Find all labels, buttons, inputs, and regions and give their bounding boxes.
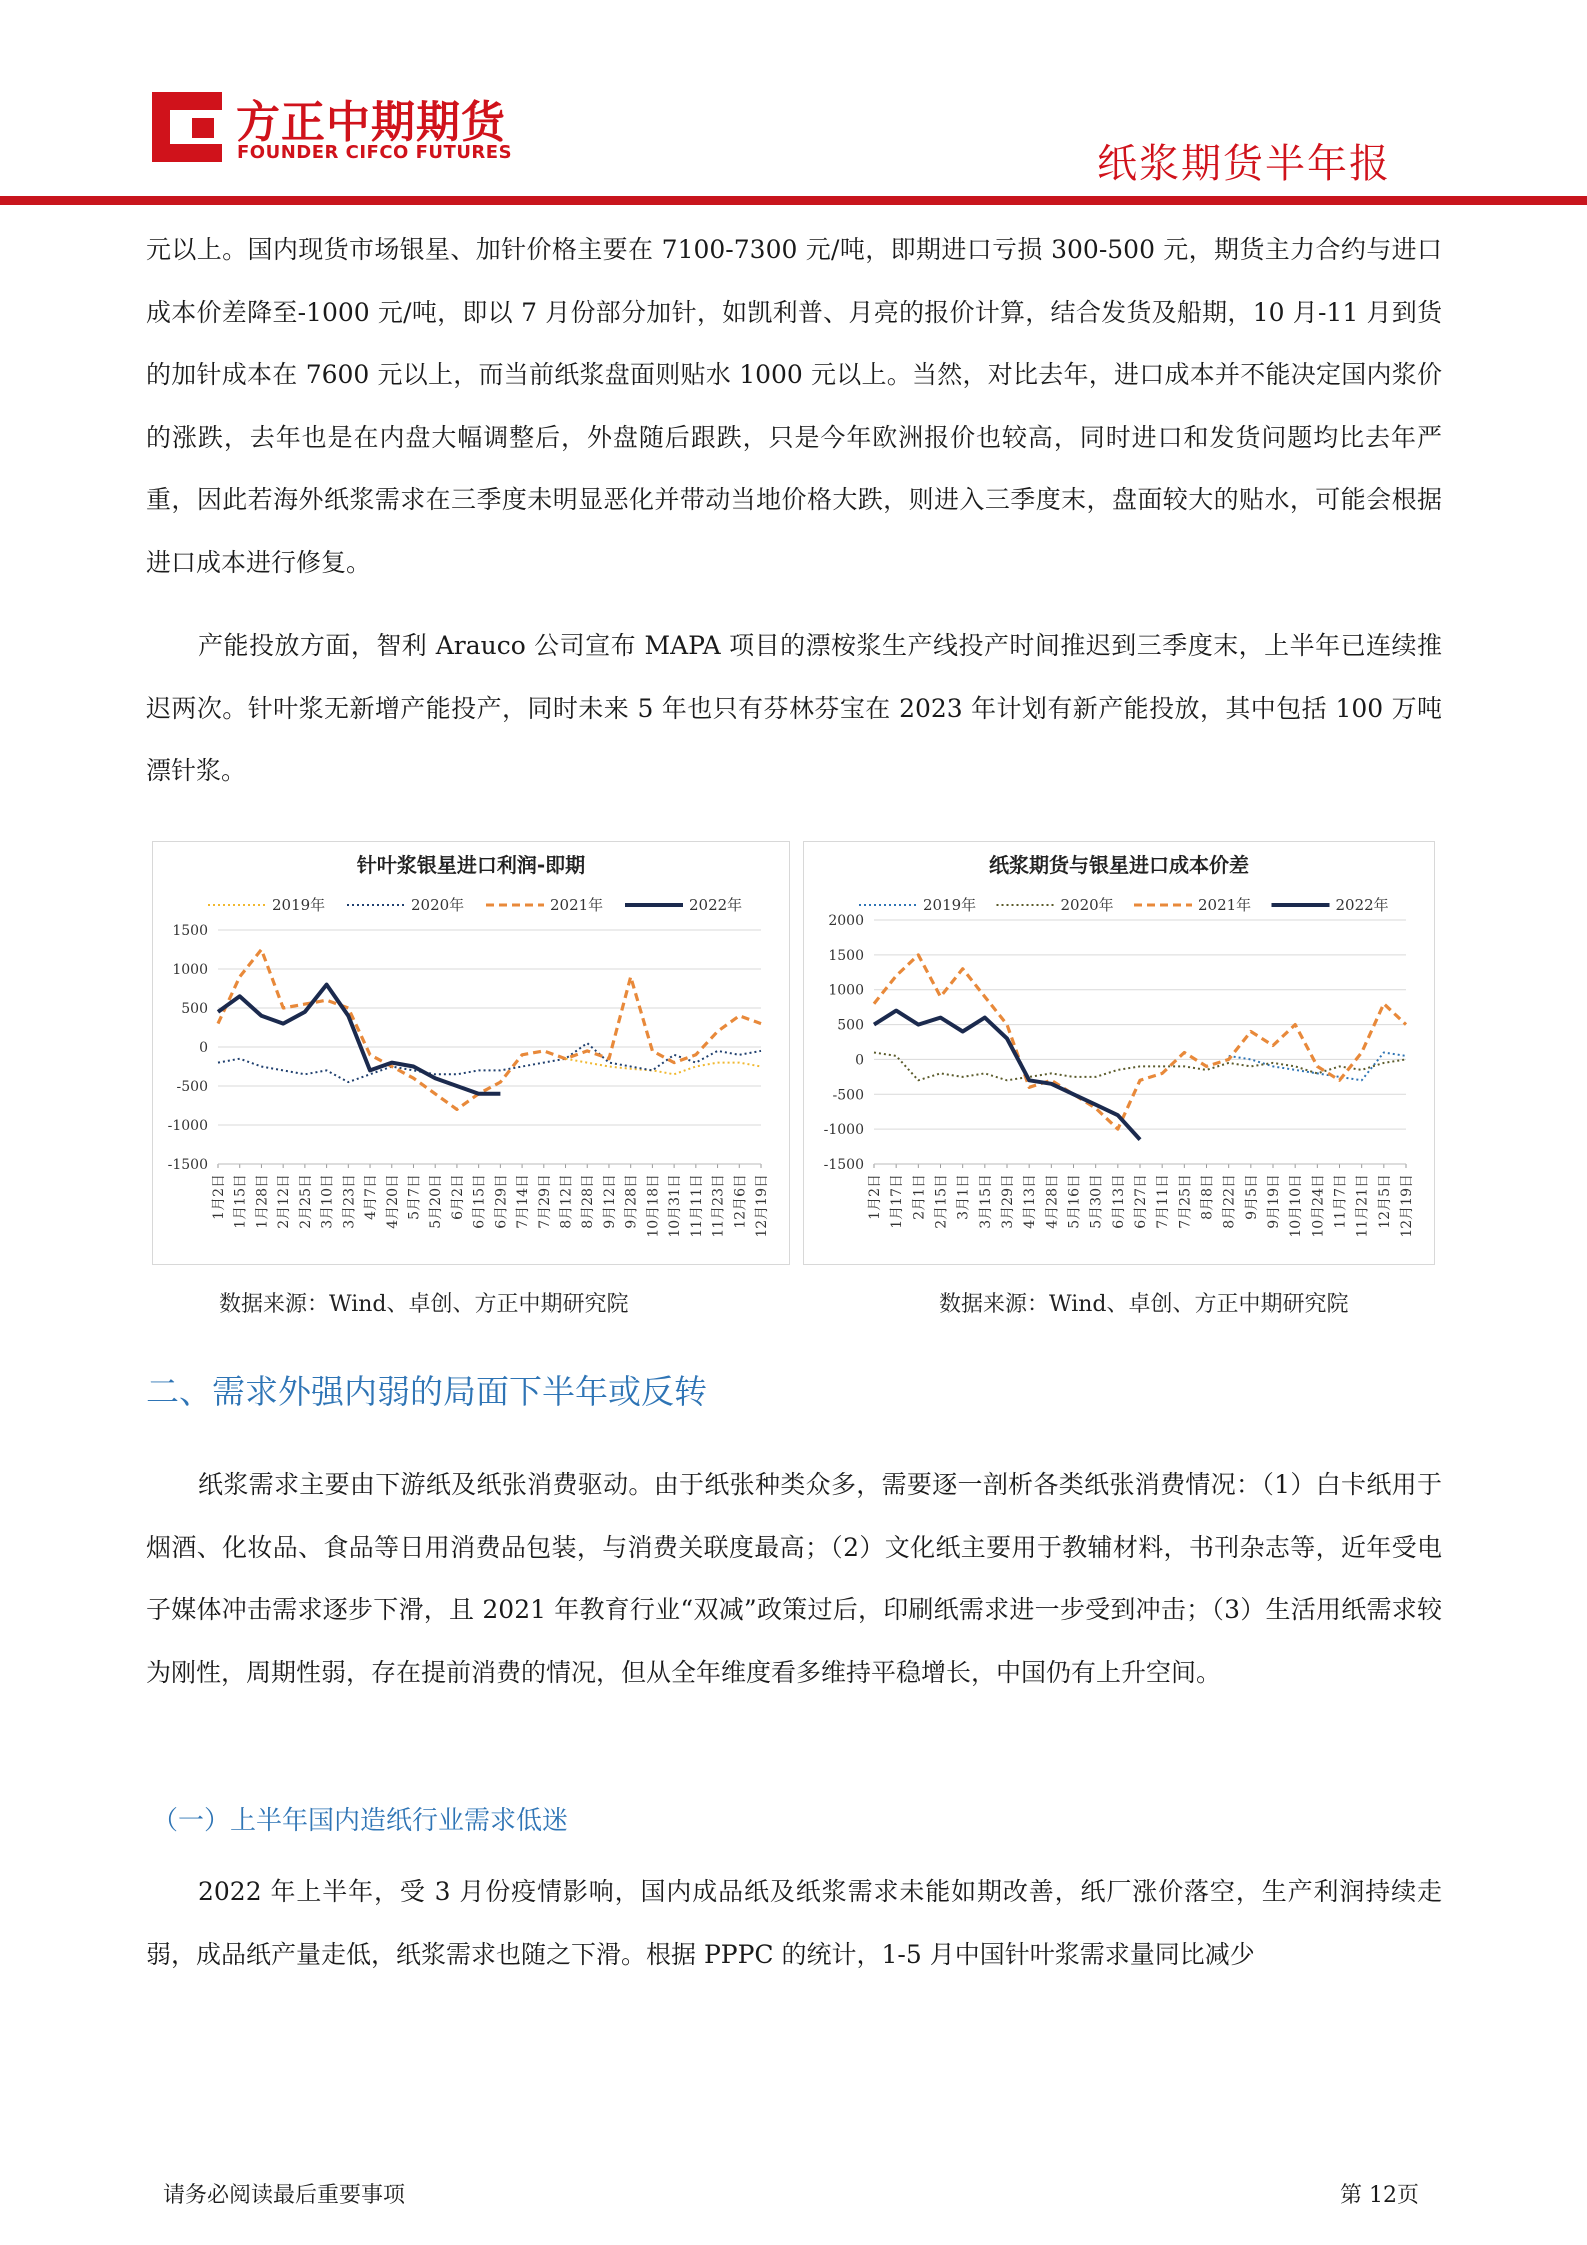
logo-mark-icon (152, 92, 222, 162)
series-line-2 (218, 1043, 761, 1082)
series-line-3 (874, 955, 1406, 1129)
paragraph-capacity: 产能投放方面，智利 Arauco 公司宣布 MAPA 项目的漂桉浆生产线投产时间推迟到三季度末，上半年已连续推迟两次。针叶浆无新增产能投产，同时未来 5 年也只有芬林芬宝在 2023 年计划有新产能投放，其中包括 100 万吨漂针浆。 (146, 631, 1442, 785)
y-tick-label: -1000 (823, 1122, 864, 1139)
x-tick-label: 8月22日 (1221, 1174, 1238, 1229)
x-tick-label: 9月5日 (1243, 1174, 1260, 1220)
legend-label-3: 2021年 (550, 896, 604, 914)
x-tick-label: 12月6日 (732, 1174, 749, 1229)
x-tick-label: 11月23日 (710, 1174, 727, 1238)
x-tick-label: 6月2日 (449, 1174, 466, 1220)
x-tick-label: 3月23日 (341, 1174, 358, 1229)
x-tick-label: 4月7日 (363, 1174, 380, 1220)
x-tick-label: 11月11日 (688, 1174, 705, 1238)
legend-label-4: 2022年 (689, 896, 743, 914)
chart-title: 针叶浆银星进口利润-即期 (356, 853, 586, 877)
y-tick-label: 1000 (172, 962, 208, 978)
x-tick-label: 1月28日 (254, 1174, 271, 1229)
subsection-heading: （一）上半年国内造纸行业需求低迷 (152, 1806, 569, 1836)
x-tick-label: 10月18日 (645, 1174, 662, 1238)
y-tick-label: 0 (855, 1052, 864, 1069)
y-tick-label: -1500 (823, 1157, 864, 1173)
x-tick-label: 5月20日 (428, 1174, 445, 1229)
report-title: 纸浆期货半年报 (1097, 141, 1391, 187)
chart-futures-spread (803, 841, 1435, 1265)
series-line-3 (218, 950, 761, 1110)
header-divider (0, 196, 1587, 205)
x-tick-label: 9月12日 (601, 1174, 618, 1229)
section-heading: 二、需求外强内弱的局面下半年或反转 (146, 1372, 707, 1411)
x-tick-label: 10月10日 (1288, 1174, 1305, 1238)
y-tick-label: -1000 (167, 1118, 208, 1134)
legend-label-2: 2020年 (1060, 896, 1114, 914)
y-tick-label: 500 (837, 1017, 864, 1034)
x-tick-label: 11月21日 (1354, 1174, 1371, 1238)
y-tick-label: -1500 (167, 1157, 208, 1173)
y-tick-label: 0 (199, 1040, 208, 1056)
y-tick-label: 1000 (828, 982, 864, 999)
page-number: 第 12页 (1340, 2183, 1419, 2208)
x-tick-label: 6月27日 (1133, 1174, 1149, 1229)
legend-label-4: 2022年 (1335, 896, 1389, 914)
x-tick-label: 7月25日 (1177, 1174, 1194, 1229)
x-tick-label: 2月15日 (933, 1174, 950, 1229)
x-tick-label: 4月28日 (1044, 1174, 1061, 1229)
x-tick-label: 10月24日 (1310, 1174, 1327, 1238)
x-tick-label: 12月5日 (1376, 1174, 1393, 1229)
x-tick-label: 1月2日 (211, 1174, 227, 1220)
x-tick-label: 8月28日 (580, 1174, 597, 1229)
chart-title: 纸浆期货与银星进口成本价差 (989, 853, 1249, 877)
legend-label-1: 2019年 (923, 896, 977, 914)
x-tick-label: 4月13日 (1022, 1174, 1039, 1229)
x-tick-label: 7月11日 (1155, 1174, 1172, 1229)
paragraph-import-cost: 元以上。国内现货市场银星、加针价格主要在 7100-7300 元/吨，即期进口亏损 300-500 元，期货主力合约与进口成本价差降至-1000 元/吨，即以 7 月份部分加针，如凯利普、月亮的报价计算，结合发货及船期，10 月-11 月到货的加针成本在 7600 元以上，而当前纸浆盘面则贴水 1000 元以上。当然，对比去年，进口成本并不能决定国内浆价的涨跌，去年也是在内盘大幅调整后，外盘随后跟跌，只是今年欧洲报价也较高，同时进口和发货问题均比去年严重，因此若海外纸浆需求在三季度未明显恶化并带动当地价格大跌，则进入三季度末，盘面较大的贴水，可能会根据进口成本进行修复。 (146, 235, 1442, 577)
x-tick-label: 12月19日 (1399, 1174, 1415, 1238)
chart-import-profit-svg (153, 842, 789, 1264)
legend-label-1: 2019年 (272, 896, 326, 914)
x-tick-label: 1月15日 (232, 1174, 249, 1229)
x-tick-label: 6月29日 (493, 1174, 510, 1229)
footer-notice: 请务必阅读最后重要事项 (163, 2183, 406, 2208)
x-tick-label: 3月1日 (955, 1174, 972, 1220)
paragraph-demand-drivers: 纸浆需求主要由下游纸及纸张消费驱动。由于纸张种类众多，需要逐一剖析各类纸张消费情况：（1）白卡纸用于烟酒、化妆品、食品等日用消费品包装，与消费关联度最高；（2）文化纸主要用于教辅材料，书刊杂志等，近年受电子媒体冲击需求逐步下滑，且 2021 年教育行业“双减”政策过后，印刷纸需求进一步受到冲击；（3）生活用纸需求较为刚性，周期性弱，存在提前消费的情况，但从全年维度看多维持平稳增长，中国仍有上升空间。 (146, 1470, 1442, 1687)
x-tick-label: 11月7日 (1332, 1174, 1349, 1229)
legend-label-2: 2020年 (411, 896, 465, 914)
x-tick-label: 1月17日 (889, 1174, 906, 1229)
x-tick-label: 7月14日 (515, 1174, 532, 1229)
x-tick-label: 2月25日 (297, 1174, 314, 1229)
x-tick-label: 4月20日 (384, 1174, 401, 1229)
x-tick-label: 9月19日 (1266, 1174, 1282, 1229)
series-line-2 (874, 1053, 1406, 1081)
logo-chinese-name: 方正中期期货 (236, 97, 506, 148)
x-tick-label: 5月7日 (406, 1174, 423, 1220)
y-tick-label: -500 (176, 1079, 208, 1095)
logo-english-name: FOUNDER CIFCO FUTURES (237, 142, 513, 163)
chart-import-profit (152, 841, 790, 1265)
page-header (0, 0, 1587, 210)
x-tick-label: 3月29日 (1000, 1174, 1016, 1229)
paragraph-first-half: 2022 年上半年，受 3 月份疫情影响，国内成品纸及纸浆需求未能如期改善，纸厂涨价落空，生产利润持续走弱，成品纸产量走低，纸浆需求也随之下滑。根据 PPPC 的统计，1-5 月中国针叶浆需求量同比减少 (146, 1877, 1442, 1969)
y-tick-label: 2000 (828, 913, 864, 929)
x-tick-label: 1月2日 (867, 1174, 883, 1220)
x-tick-label: 8月8日 (1199, 1174, 1216, 1220)
series-line-1 (566, 1059, 762, 1075)
x-tick-label: 3月15日 (977, 1174, 994, 1229)
x-tick-label: 9月28日 (623, 1174, 640, 1229)
chart1-source: 数据来源：Wind、卓创、方正中期研究院 (219, 1292, 629, 1317)
x-tick-label: 6月15日 (471, 1174, 488, 1229)
y-tick-label: -500 (832, 1087, 864, 1104)
x-tick-label: 2月12日 (276, 1174, 293, 1229)
x-tick-label: 8月12日 (558, 1174, 575, 1229)
chart2-source: 数据来源：Wind、卓创、方正中期研究院 (939, 1292, 1349, 1317)
x-tick-label: 3月10日 (319, 1174, 336, 1229)
legend-label-3: 2021年 (1198, 896, 1252, 914)
chart-futures-spread-svg (804, 842, 1434, 1264)
series-line-4 (218, 985, 500, 1094)
y-tick-label: 500 (181, 1001, 208, 1017)
y-tick-label: 1500 (828, 947, 864, 964)
x-tick-label: 5月30日 (1088, 1174, 1105, 1229)
x-tick-label: 12月19日 (754, 1174, 770, 1238)
y-tick-label: 1500 (172, 923, 208, 939)
x-tick-label: 10月31日 (667, 1174, 684, 1238)
x-tick-label: 5月16日 (1066, 1174, 1083, 1229)
x-tick-label: 6月13日 (1110, 1174, 1127, 1229)
x-tick-label: 2月1日 (911, 1174, 928, 1220)
x-tick-label: 7月29日 (536, 1174, 553, 1229)
